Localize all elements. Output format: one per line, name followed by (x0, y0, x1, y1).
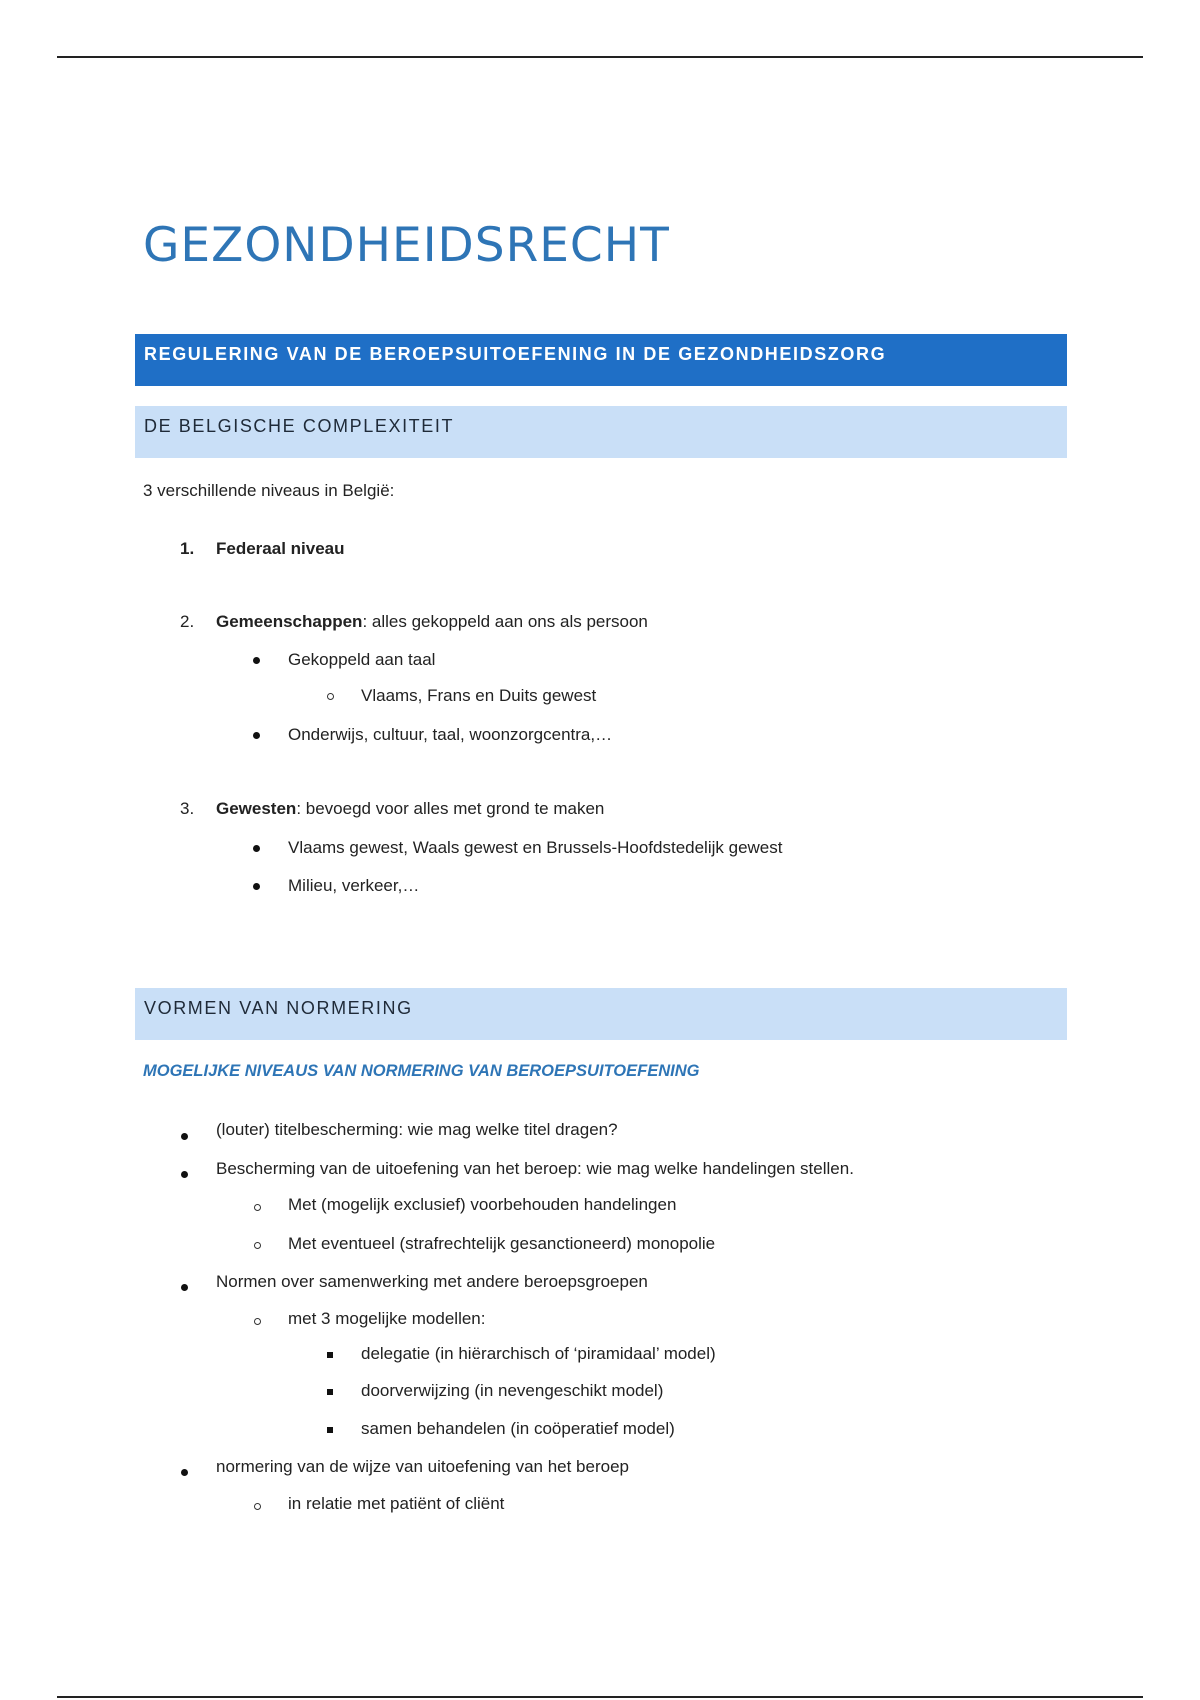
circle-bullet-icon (254, 1318, 261, 1325)
heading-1: REGULERING VAN DE BEROEPSUITOEFENING IN DE GEZONDHEIDSZORG (144, 344, 887, 364)
footer-rule (57, 1696, 1143, 1698)
bullet-icon (253, 657, 260, 664)
bullet-icon (181, 1284, 188, 1291)
list-item: normering van de wijze van uitoefening van het beroep (216, 1457, 629, 1476)
list-number: 3. (180, 799, 195, 818)
list-item (216, 539, 345, 559)
list-item: (louter) titelbescherming: wie mag welke titel dragen? (216, 1120, 618, 1139)
intro-text: 3 verschillende niveaus in België: (143, 481, 395, 500)
list-number: 1. (180, 539, 195, 558)
list-item: Milieu, verkeer,… (288, 876, 420, 895)
bullet-icon (253, 732, 260, 739)
list-item-bold: Federaal niveau (216, 539, 345, 558)
square-bullet-icon (327, 1389, 333, 1395)
circle-bullet-icon (254, 1242, 261, 1249)
bullet-icon (181, 1171, 188, 1178)
list-item: Vlaams, Frans en Duits gewest (361, 686, 597, 705)
header-rule (57, 56, 1143, 58)
list-item: Vlaams gewest, Waals gewest en Brussels-Hoofdstedelijk gewest (288, 838, 783, 857)
section-1-band (135, 406, 1067, 458)
document-title: GEZONDHEIDSRECHT (143, 218, 670, 273)
list-item-rest: : bevoegd voor alles met grond te maken (296, 799, 605, 818)
list-item: delegatie (in hiërarchisch of ‘piramidaal’ model) (361, 1344, 716, 1363)
square-bullet-icon (327, 1352, 333, 1358)
list-item: Bescherming van de uitoefening van het beroep: wie mag welke handelingen stellen. (216, 1159, 854, 1178)
list-item (216, 612, 648, 632)
list-item: in relatie met patiënt of cliënt (288, 1494, 505, 1513)
list-item-bold: Gemeenschappen (216, 612, 363, 631)
circle-bullet-icon (254, 1204, 261, 1211)
list-item: doorverwijzing (in nevengeschikt model) (361, 1381, 664, 1400)
section-2-heading: VORMEN VAN NORMERING (144, 998, 413, 1018)
list-item (216, 799, 604, 819)
list-item: samen behandelen (in coöperatief model) (361, 1419, 675, 1438)
list-item: Gekoppeld aan taal (288, 650, 436, 669)
section-2-band (135, 988, 1067, 1040)
bullet-icon (253, 883, 260, 890)
bullet-icon (253, 845, 260, 852)
list-number: 2. (180, 612, 195, 631)
list-item: met 3 mogelijke modellen: (288, 1309, 486, 1328)
circle-bullet-icon (254, 1503, 261, 1510)
section-1-heading: DE BELGISCHE COMPLEXITEIT (144, 416, 455, 436)
section-2-subheading: MOGELIJKE NIVEAUS VAN NORMERING VAN BEROEPSUITOEFENING (143, 1062, 700, 1080)
list-item: Normen over samenwerking met andere beroepsgroepen (216, 1272, 648, 1291)
list-item: Met eventueel (strafrechtelijk gesanctioneerd) monopolie (288, 1234, 716, 1253)
bullet-icon (181, 1469, 188, 1476)
list-item: Met (mogelijk exclusief) voorbehouden handelingen (288, 1195, 677, 1214)
list-item: Onderwijs, cultuur, taal, woonzorgcentra,… (288, 725, 613, 744)
heading-1-band (135, 334, 1067, 386)
list-item-rest: : alles gekoppeld aan ons als persoon (362, 612, 648, 631)
list-item-bold: Gewesten (216, 799, 297, 818)
square-bullet-icon (327, 1427, 333, 1433)
bullet-icon (181, 1133, 188, 1140)
circle-bullet-icon (327, 693, 334, 700)
